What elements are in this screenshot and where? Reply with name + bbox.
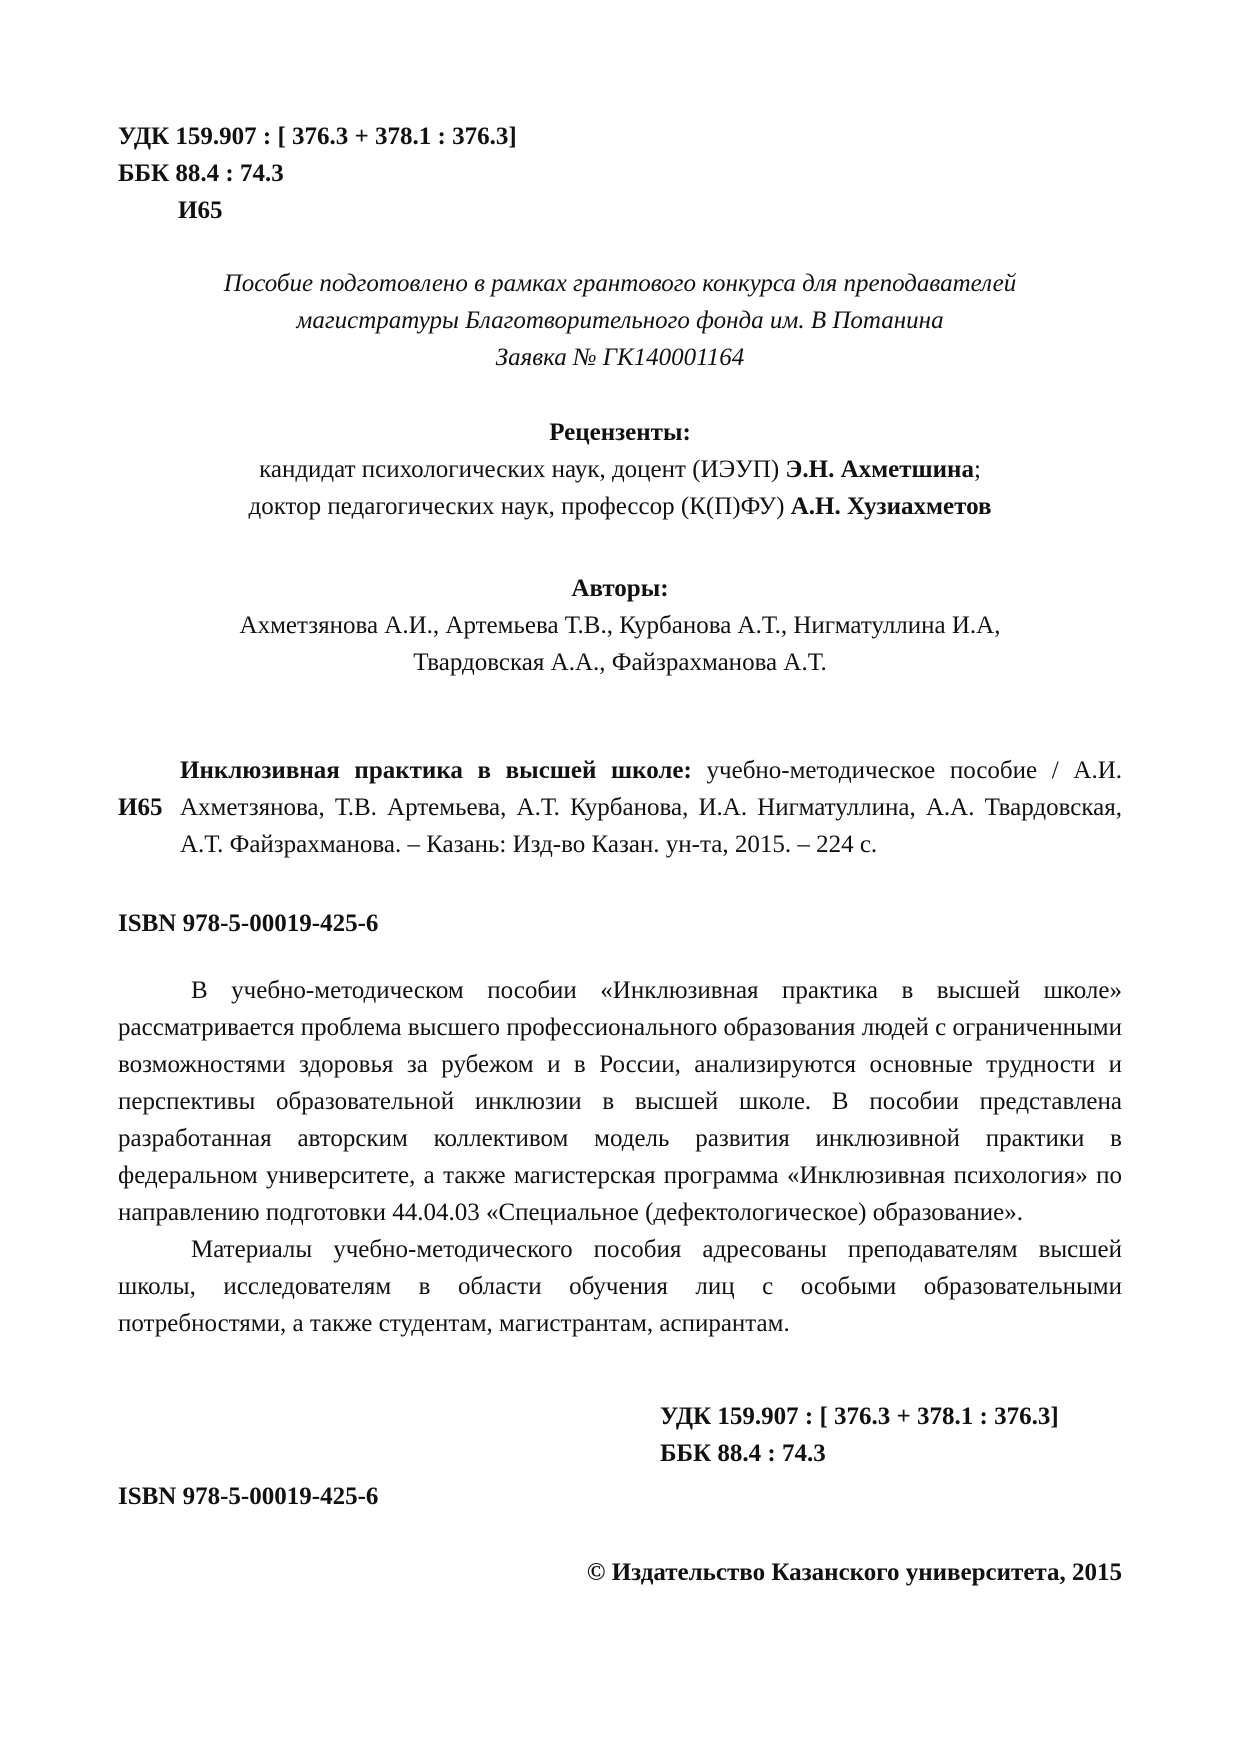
classification-header xyxy=(118,118,718,229)
biblio-description: учебно-методическое пособие / А.И. Ахметзянова, Т.В. Артемьева, А.Т. Курбанова, И.А. Нигматуллина, А.А. Твардовская, А.Т. Файзрахманова. – Казань: Изд-во Казан. ун-та, 2015. – 224 с. xyxy=(180,757,1122,858)
abstract-paragraph-2: Материалы учебно-методического пособия адресованы преподавателям высшей школы, исследователям в области обучения лиц с особыми образовательными потребностями, а также студентам, магистрантам, аспирантам. xyxy=(118,1236,1122,1337)
reviewer-1-name: Э.Н. Ахметшина xyxy=(785,456,974,483)
isbn-top: ISBN 978-5-00019-425-6 xyxy=(118,910,379,937)
abstract-paragraph-1: В учебно-методическом пособии «Инклюзивная практика в высшей школе» рассматривается проблема высшего профессионального образования людей с ограниченными возможностями здоровья за рубежом и в России, анализируются основные трудности и перспективы образовательной инклюзии в высшей школе. В пособии представлена разработанная авторским коллективом модель развития инклюзивной практики в федеральном университете, а также магистерская программа «Инклюзивная психология» по направлению подготовки 44.04.03 «Специальное (дефектологическое) образование». xyxy=(118,977,1122,1226)
bbk-code-footer: ББК 88.4 : 74.3 xyxy=(660,1440,826,1467)
bibliographic-record xyxy=(118,752,1122,863)
book-title: Инклюзивная практика в высшей школе: xyxy=(180,757,692,784)
reviewers-list xyxy=(118,451,1122,525)
classification-footer xyxy=(660,1398,1059,1472)
grant-line-1: Пособие подготовлено в рамках грантового конкурса для преподавателей xyxy=(223,270,1017,297)
udk-code-footer: УДК 159.907 : [ 376.3 + 378.1 : 376.3] xyxy=(660,1403,1059,1430)
authors-line-1: Ахметзянова А.И., Артемьева Т.В., Курбанова А.Т., Нигматуллина И.А, xyxy=(239,612,1001,639)
grant-note xyxy=(118,265,1122,376)
biblio-body xyxy=(180,752,1122,863)
authors-line-2: Твардовская А.А., Файзрахманова А.Т. xyxy=(413,649,827,676)
reviewer-1: кандидат психологических наук, доцент (ИЭУП) Э.Н. Ахметшина; xyxy=(259,456,981,483)
author-mark: И65 xyxy=(178,197,223,224)
bbk-code: ББК 88.4 : 74.3 xyxy=(118,160,284,187)
reviewer-2-name: А.Н. Хузиахметов xyxy=(790,493,992,520)
abstract xyxy=(118,972,1122,1342)
copyright: © Издательство Казанского университета, 2015 xyxy=(586,1559,1122,1586)
biblio-author-mark: И65 xyxy=(118,794,163,821)
grant-line-3: Заявка № ГК140001164 xyxy=(495,344,745,371)
udk-code: УДК 159.907 : [ 376.3 + 378.1 : 376.3] xyxy=(118,123,517,150)
isbn-bottom: ISBN 978-5-00019-425-6 xyxy=(118,1483,379,1510)
authors-list xyxy=(118,607,1122,681)
authors-title: Авторы: xyxy=(571,575,669,602)
reviewer-2: доктор педагогических наук, профессор (К(П)ФУ) А.Н. Хузиахметов xyxy=(248,493,992,520)
reviewers-title: Рецензенты: xyxy=(549,419,691,446)
grant-line-2: магистратуры Благотворительного фонда им. В Потанина xyxy=(296,307,944,334)
